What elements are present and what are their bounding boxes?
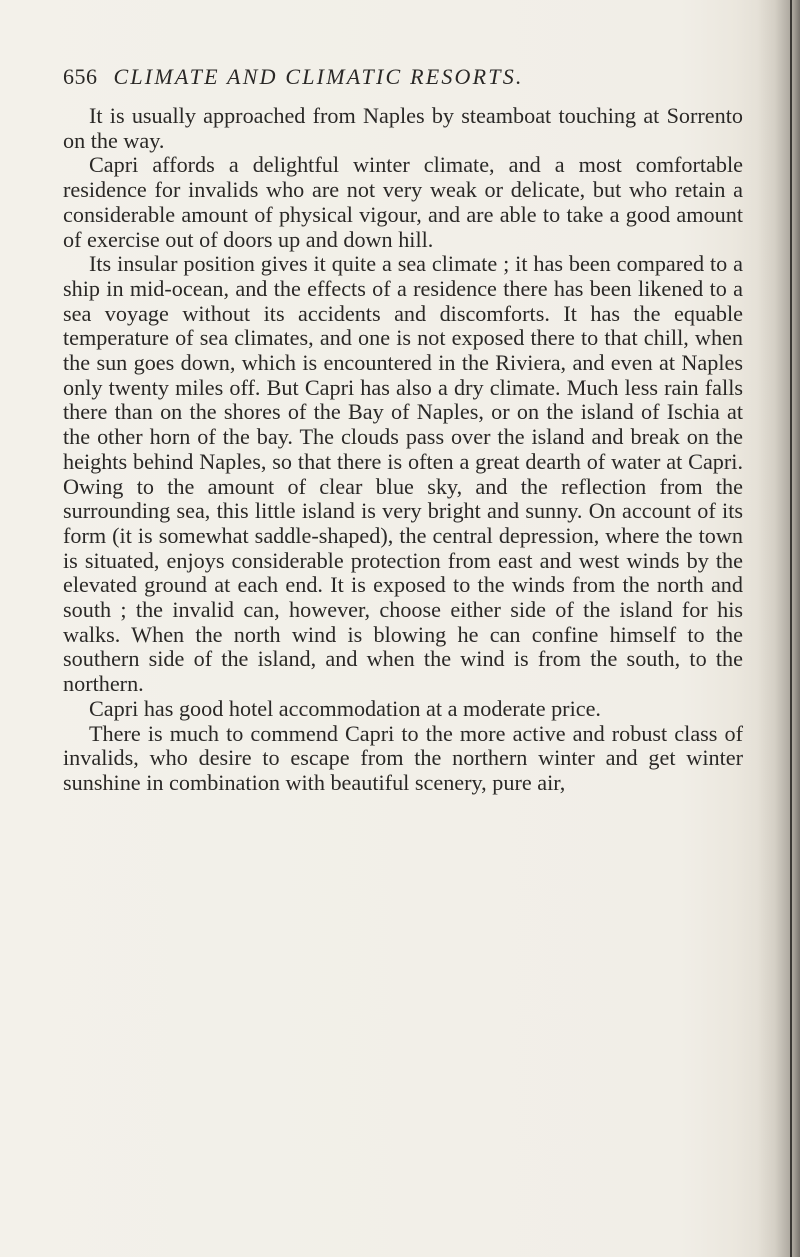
running-head: CLIMATE AND CLIMATIC RESORTS. [113,64,524,89]
paragraph-insular-position: Its insular position gives it quite a sea climate ; it has been compared to a ship in mid-ocean, and the effects of a residence there has been likened to a sea voyage without its accidents and discomforts. It has the equable temperature of sea climates, and one is not exposed there to that chill, when the sun goes down, which is encountered in the Riviera, and even at Naples only twenty miles off. But Capri has also a dry climate. Much less rain falls there than on the shores of the Bay of Naples, or on the island of Ischia at the other horn of the bay. The clouds pass over the island and break on the heights behind Naples, so that there is often a great dearth of water at Capri. Owing to the amount of clear blue sky, and the reflection from the surrounding sea, this little island is very bright and sunny. On account of its form (it is somewhat saddle-shaped), the central depression, where the town is situated, enjoys considerable protection from east and west winds by the elevated ground at each end. It is exposed to the winds from the north and south ; the invalid can, however, choose either side of the island for his walks. When the north wind is blowing he can confine himself to the southern side of the island, and when the wind is from the south, to the northern. [63,251,743,697]
paragraph-hotel: Capri has good hotel accommodation at a moderate price. [89,695,601,721]
binding-line [790,0,792,1257]
paragraph-commend: There is much to commend Capri to the more active and robust class of invalids, who desire to escape from the northern winter and get winter sunshine in combination with beautiful scenery, pure air, [63,720,743,795]
page-edge-shadow [758,0,800,1257]
page-header [63,64,743,98]
paragraph-winter-climate: Capri affords a delightful winter climate, and a most comfortable residence for invalids who are not very weak or delicate, but who retain a considerable amount of physical vigour, and are able to take a good amount of exercise out of doors up and down hill. [63,152,743,252]
body-text [63,104,743,1224]
paragraph-approach: It is usually approached from Naples by steamboat touching at Sorrento on the way. [63,103,743,153]
page-number: 656 [63,64,98,89]
